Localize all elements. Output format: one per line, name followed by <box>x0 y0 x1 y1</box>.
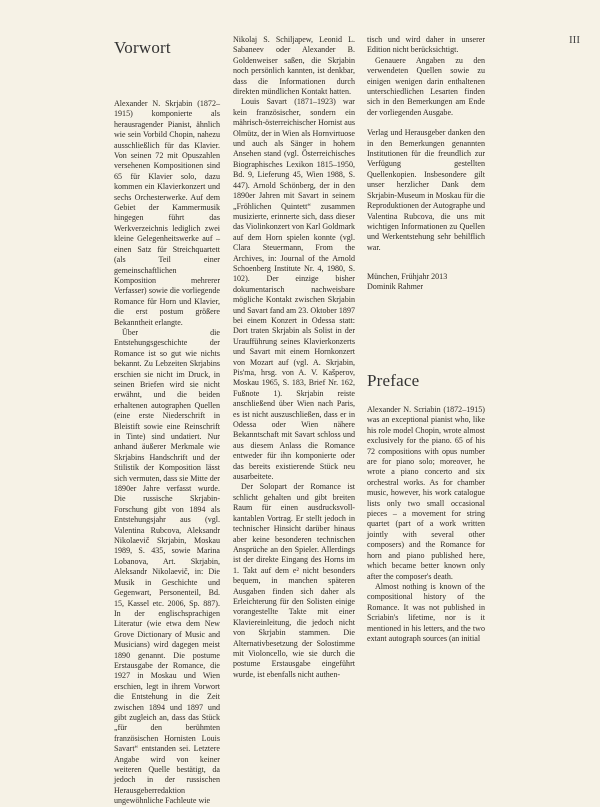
vorwort-column-1 <box>114 99 220 807</box>
paragraph: Verlag und Herausgeber danken den in den Bemerkungen genannten Institutionen für die freundlich zur Verfügung gestellten Quellenkopien. Insbesondere gilt unser herzlicher Dank dem Skrjabin-Museum in Moskau für die Reproduktionen der Autographe und Valentina Rubcova, die uns mit wichtigen Informationen zu Quellen und Werkentstehung sehr behilflich war. <box>367 128 485 252</box>
paragraph: Nikolaj S. Schiljapew, Leonid L. Sabaneev oder Alexander B. Goldenweiser saßen, die Skrjabin noch persönlich kannten, ist denkbar, dass die Informationen durch direkten mündlichen Kontakt hatten. <box>233 35 355 97</box>
paragraph: Louis Savart (1871–1923) war kein französischer, sondern ein mährisch-österreichischer Hornist aus Olmütz, der in Wien als Hornvirtuose und auch als Sänger in hohem Ansehen stand (vgl. Österreichisches Biographisches Lexikon 1815–1950, Bd. 9, Lieferung 45, Wien 1988, S. 447). Arnold Schönberg, der in den 1890er Jahren mit Savart in seinem „Fröhlichen Quintett“ zusammen musizierte, erinnerte sich, dass dieser das Violinkonzert von Karl Goldmark auf dem Horn spielen konnte (vgl. Clara Steuermann, From the Archives, in: Journal of the Arnold Schoenberg Institute Nr. 4, 1980, S. 102). Der einzige bisher dokumentarisch nachweisbare mögliche Kontakt zwischen Skrjabin und Savart fand am 23. Oktober 1897 bei einem Konzert in Odessa statt: Dort traten Skrjabin als Solist in der Uraufführung seines Klavierkonzerts und Savart mit einem Hornkonzert von Mozart auf (vgl. A. Skrjabin, Pis'ma, hrsg. von A. V. Kašperov, Moskau 1965, S. 183, Brief Nr. 162, Fußnote 1). Skrjabin reiste anschließend über Wien nach Paris, es ist nicht auszuschließen, dass er in Odessa oder Wien nähere Bekanntschaft mit Savart schloss und aus diesem Anlass die Romance entweder für ihn komponierte oder das bereits existierende Stück neu ausarbeitete. <box>233 97 356 482</box>
page-number: III <box>569 34 580 46</box>
paragraph: tisch und wird daher in unserer Edition nicht berücksichtigt. <box>367 35 485 55</box>
paragraph: Almost nothing is known of the compositional history of the Romance. It was not published in Scriabin's lifetime, nor is it mentioned in his letters, and the two extant autograph sources (an initial <box>367 581 485 643</box>
paragraph: Alexander N. Scriabin (1872–1915) was an exceptional pianist who, like his role model Chopin, wrote almost exclusively for the piano. 65 of his 72 compositions with opus number are for piano solo; moreover, he wrote a piano concerto and six orchestral works. As for chamber music, however, his work catalogue lists only two small occasional pieces – a movement for string quartet (part of a work written jointly with several other composers) and the Romance for horn and piano published here, which became better known only after the composer's death. <box>367 405 485 581</box>
vorwort-signature <box>367 272 485 293</box>
paragraph: Genauere Angaben zu den verwendeten Quellen sowie zu einigen wenigen darin enthaltenen unterschiedlichen Lesarten finden sich in den Bemerkungen am Ende der vorliegenden Ausgabe. <box>367 55 485 117</box>
heading-preface: Preface <box>367 371 420 390</box>
preface-column <box>367 405 485 644</box>
paragraph: Alexander N. Skrjabin (1872–1915) komponierte als herausragender Pianist, ähnlich wie sein Vorbild Chopin, nahezu ausschließlich für das Klavier. Von seinen 72 mit Opuszahlen versehenen Kompositionen sind 65 für Klavier solo, dazu kommen ein Klavierkonzert und sechs Orchesterwerke. Auf dem Gebiet der Kammermusik hingegen führt das Werkverzeichnis lediglich zwei kleine Gelegenheitswerke auf – einen Satz für Streichquartett (als Teil einer gemeinschaftlichen Komposition mehrerer Verfasser) sowie die vorliegende Romance für Horn und Klavier, die erst postum größere Bekanntheit erlangte. <box>114 99 220 327</box>
vorwort-column-2 <box>233 35 355 680</box>
paragraph: Der Solopart der Romance ist schlicht gehalten und gibt breiten Raum für einen ausdrucksvoll-kantablen Vortrag. Er stellt jedoch in technischer Hinsicht darüber hinaus aber keine besonderen technischen Ansprüche an den Spieler. Allerdings ist der direkte Eingang des Horns im 1. Takt auf dem e² nicht besonders bequem, in manchen späteren Ausgaben finden sich daher als Erleichterung für den Solisten einige vorangestellte Takte mit einer Klaviereinleitung, die jedoch nicht von Skrjabin stammen. Die Alternativbesetzung der Solostimme mit Violoncello, wie sie durch die postume Erstausgabe eingeführt wurde, ist ebenfalls nicht authen- <box>233 482 355 679</box>
paragraph: Über die Entstehungsgeschichte der Romance ist so gut wie nichts bekannt. Zu Lebzeiten Skrjabins erschien sie nicht im Druck, in seinen Briefen wird sie nicht erwähnt, und die beiden erhaltenen autographen Quellen (eine erste Niederschrift in Bleistift sowie eine Reinschrift in Tinte) sind undatiert. Nur anhand äußerer Merkmale wie Skrjabins Handschrift und der Stilistik der Komposition lässt sich vermuten, dass sie Mitte der 1890er Jahre verfasst wurde. Die russische Skrjabin-Forschung gibt von 1894 als Entstehungsjahr aus (vgl. Valentina Rubcova, Aleksandr Nikolaevič Skrjabin, Moskau 1989, S. 435, sowie Marina Lobanova, Art. Skrjabin, Aleksandr Nikolaevič, in: Die Musik in Geschichte und Gegenwart, Personenteil, Bd. 15, Kassel etc. 2006, Sp. 887). In der englischsprachigen Literatur (wie etwa dem New Grove Dictionary of Music and Musicians) wird dagegen meist 1890 genannt. Die postume Erstausgabe der Romance, die 1927 in Moskau und Wien erschien, legt in ihrem Vorwort die Entstehung in die Zeit zwischen 1894 und 1897 und gibt zugleich an, dass das Stück „für den berühmten französischen Hornisten Louis Savart“ entstanden sei. Letztere Angabe wird von keiner weiteren Quelle bestätigt, da jedoch in der russischen Herausgeberredaktion ungewöhnliche Fachleute wie <box>114 327 220 806</box>
place-date: München, Frühjahr 2013 <box>367 272 448 281</box>
heading-vorwort: Vorwort <box>114 38 171 57</box>
vorwort-column-3 <box>367 35 485 253</box>
author-name: Dominik Rahmer <box>367 282 424 292</box>
